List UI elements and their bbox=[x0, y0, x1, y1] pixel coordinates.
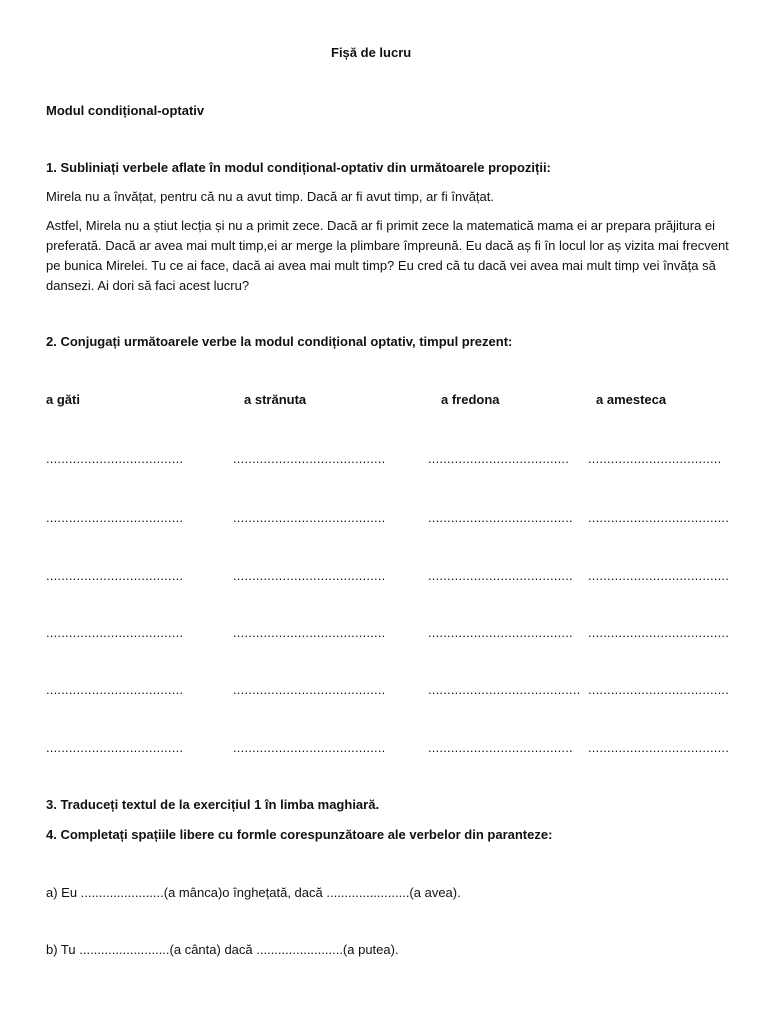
exercise-4-item-a[interactable]: a) Eu .......................(a mânca)o înghețată, dacă .......................(a avea). bbox=[46, 885, 461, 900]
blank-field[interactable]: ...................................... bbox=[428, 740, 573, 755]
section-subtitle: Modul condițional-optativ bbox=[46, 103, 205, 118]
blank-field[interactable]: .................................... bbox=[46, 740, 184, 755]
exercise-3-heading: 3. Traduceți textul de la exercițiul 1 în limba maghiară. bbox=[46, 797, 380, 812]
page-title: Fișă de lucru bbox=[331, 45, 412, 60]
verb-label: a fredona bbox=[441, 392, 500, 407]
blank-field[interactable]: ........................................ bbox=[233, 682, 386, 697]
blank-field[interactable]: ..................................... bbox=[588, 568, 730, 583]
exercise-1-paragraph: Astfel, Mirela nu a știut lecția și nu a primit zece. Dacă ar fi primit zece la matematică mama ei ar prepara prăjitura ei preferată. Dacă ar avea mai mult timp,ei ar merge la plimbare împreună. Eu dacă aș fi în locul lor aș vizita mai frecvent pe bunica Mirelei. Tu ce ai face, dacă ai avea mai mult timp? Eu cred că tu dacă vei avea mai mult timp vei învăța să dansezi. Ai dori să faci acest lucru? bbox=[46, 218, 729, 293]
blank-field[interactable]: ..................................... bbox=[588, 682, 730, 697]
blank-field[interactable]: .................................... bbox=[46, 510, 184, 525]
blank-field[interactable]: ........................................ bbox=[233, 568, 386, 583]
blank-field[interactable]: ........................................ bbox=[233, 740, 386, 755]
blank-field[interactable]: .................................... bbox=[46, 682, 184, 697]
blank-field[interactable]: ..................................... bbox=[588, 510, 730, 525]
blank-field[interactable]: ................................... bbox=[588, 451, 722, 466]
exercise-4-item-b[interactable]: b) Tu .........................(a cânta) dacă ........................(a putea). bbox=[46, 942, 399, 957]
exercise-4-heading: 4. Completați spațiile libere cu formle corespunzătoare ale verbelor din paranteze: bbox=[46, 827, 553, 842]
exercise-2-heading: 2. Conjugați următoarele verbe la modul condițional optativ, timpul prezent: bbox=[46, 334, 513, 349]
blank-field[interactable]: ..................................... bbox=[588, 625, 730, 640]
exercise-1-heading: 1. Subliniați verbele aflate în modul condițional-optativ din următoarele propoziții: bbox=[46, 160, 551, 175]
blank-field[interactable]: ...................................... bbox=[428, 568, 573, 583]
blank-field[interactable]: ........................................ bbox=[233, 625, 386, 640]
blank-field[interactable]: ...................................... bbox=[428, 510, 573, 525]
blank-field[interactable]: .................................... bbox=[46, 451, 184, 466]
blank-field[interactable]: .................................... bbox=[46, 568, 184, 583]
blank-field[interactable]: .................................... bbox=[46, 625, 184, 640]
verb-label: a găti bbox=[46, 392, 80, 407]
blank-field[interactable]: ........................................ bbox=[233, 451, 386, 466]
verb-label: a strănuta bbox=[244, 392, 307, 407]
blank-field[interactable]: ...................................... bbox=[428, 625, 573, 640]
blank-field[interactable]: ..................................... bbox=[588, 740, 730, 755]
exercise-1-sentence: Mirela nu a învățat, pentru că nu a avut timp. Dacă ar fi avut timp, ar fi învățat. bbox=[46, 189, 494, 204]
verb-label: a amesteca bbox=[596, 392, 667, 407]
blank-field[interactable]: ..................................... bbox=[428, 451, 570, 466]
blank-field[interactable]: ........................................ bbox=[233, 510, 386, 525]
blank-field[interactable]: ........................................ bbox=[428, 682, 581, 697]
